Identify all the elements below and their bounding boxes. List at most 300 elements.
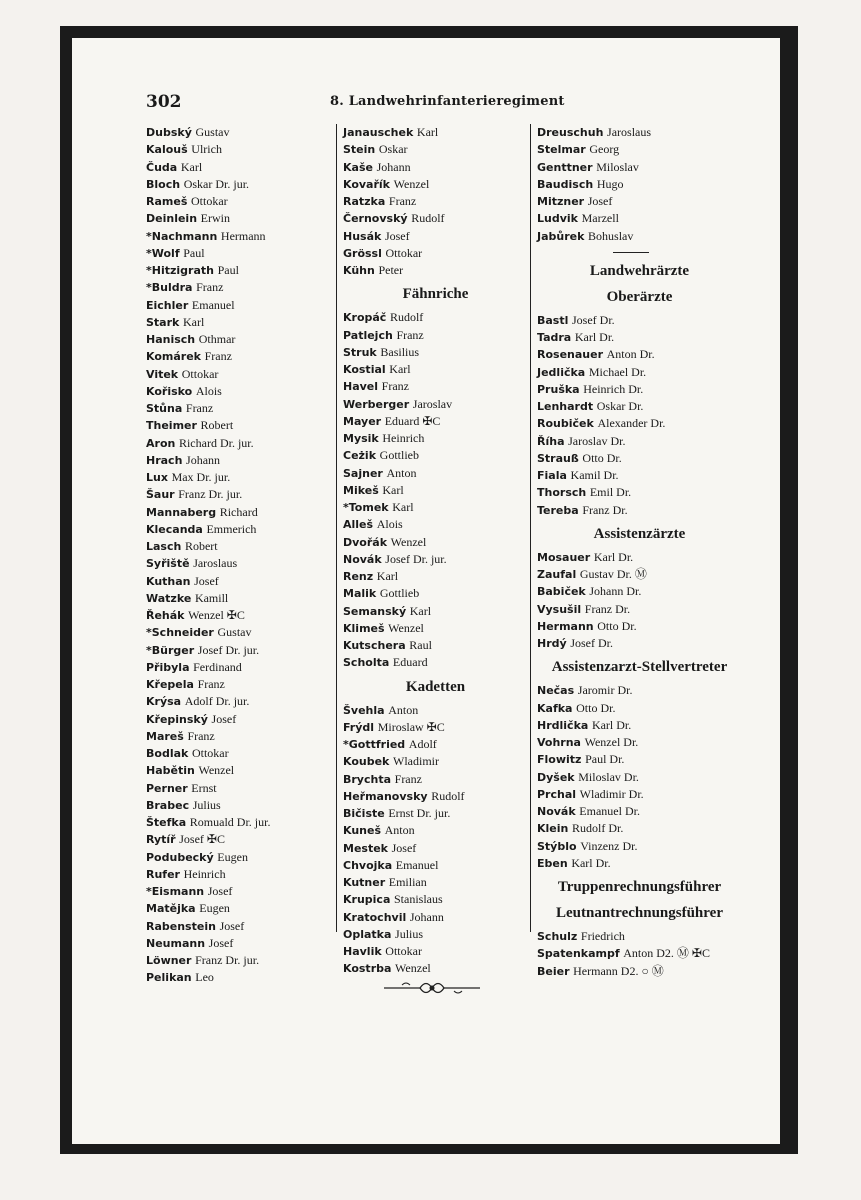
list-item xyxy=(146,676,331,693)
surname: Kafka xyxy=(537,701,573,715)
list-item xyxy=(343,943,528,960)
surname: Tadra xyxy=(537,331,572,344)
given-name: Karl xyxy=(382,482,404,497)
surname: Lux xyxy=(146,471,168,484)
given-name: Anton xyxy=(388,702,419,717)
given-name: Karl xyxy=(180,159,203,174)
list-item xyxy=(537,364,742,381)
surname: Flowitz xyxy=(537,753,582,767)
list-item xyxy=(537,210,742,227)
given-name: Franz xyxy=(394,771,422,786)
surname: Krýsa xyxy=(146,695,182,709)
given-name: Gustav xyxy=(195,125,230,139)
surname: Hrach xyxy=(146,453,183,467)
surname: Komárek xyxy=(146,350,201,364)
surname: Vitek xyxy=(146,367,179,381)
given-name: Oskar xyxy=(378,142,408,157)
list-item xyxy=(146,159,331,176)
list-item xyxy=(146,849,331,866)
surname: Havel xyxy=(343,380,379,394)
surname: *Tomek xyxy=(343,501,389,514)
list-item xyxy=(343,344,528,361)
list-item xyxy=(537,820,742,837)
surname: Mosauer xyxy=(537,550,591,564)
given-name: Eugen xyxy=(199,901,230,916)
surname: Lenhardt xyxy=(537,400,594,413)
surname: Kratochvil xyxy=(343,910,407,924)
given-name: Alois xyxy=(376,517,403,532)
surname: Prchal xyxy=(537,787,577,801)
column-divider-1 xyxy=(336,124,337,932)
list-item xyxy=(343,620,528,637)
given-name: Kamil Dr. xyxy=(570,468,619,482)
given-name: Paul xyxy=(183,245,205,260)
surname: Šaur xyxy=(146,488,175,502)
column-2 xyxy=(343,124,528,978)
given-name: Karl Dr. xyxy=(591,717,632,732)
list-item xyxy=(343,516,528,533)
list-item xyxy=(537,329,742,346)
list-item xyxy=(343,771,528,788)
surname: Bastl xyxy=(537,313,569,327)
given-name: Josef xyxy=(194,573,219,588)
list-item xyxy=(537,141,742,158)
list-item xyxy=(146,624,331,641)
list-item xyxy=(146,814,331,831)
surname: Havlik xyxy=(343,945,382,958)
surname: Hrdý xyxy=(537,637,567,650)
surname: *Wolf xyxy=(146,246,180,260)
list-item xyxy=(146,141,331,158)
given-name: Emanuel Dr. xyxy=(579,804,640,818)
list-item xyxy=(146,935,331,952)
given-name: Wenzel xyxy=(390,534,427,549)
list-item xyxy=(146,348,331,365)
given-name: Eduard xyxy=(392,655,428,670)
list-item xyxy=(146,642,331,659)
surname: Fiala xyxy=(537,469,567,482)
surname: Krupica xyxy=(343,893,391,907)
list-item xyxy=(537,583,742,600)
list-item xyxy=(537,945,742,962)
given-name: Wenzel xyxy=(395,961,431,976)
surname: Thorsch xyxy=(537,486,587,500)
list-item xyxy=(537,717,742,734)
given-name: Franz xyxy=(187,728,215,743)
surname: Kořisko xyxy=(146,384,193,398)
list-item xyxy=(146,297,331,314)
heading-fahnriche: Fähnriche xyxy=(402,286,469,303)
list-item xyxy=(146,659,331,676)
given-name: Othmar xyxy=(198,332,236,346)
given-name: Richard xyxy=(219,504,258,519)
surname: Mareš xyxy=(146,729,184,743)
surname: Semanský xyxy=(343,604,407,618)
given-name: Jaroslav Dr. xyxy=(568,433,626,448)
surname: Perner xyxy=(146,781,188,795)
given-name: Wenzel xyxy=(198,763,235,778)
given-name: Marzell xyxy=(581,211,619,226)
surname: Babiček xyxy=(537,585,586,599)
list-item xyxy=(343,430,528,447)
surname: Rosenauer xyxy=(537,348,604,362)
given-name: Paul Dr. xyxy=(585,752,625,767)
list-item xyxy=(146,314,331,331)
surname: Kalouš xyxy=(146,143,188,157)
surname: Scholta xyxy=(343,656,390,670)
surname: Štefka xyxy=(146,816,187,829)
heading-stellvertreter: Assistenzarzt-Stellvertreter xyxy=(551,659,728,676)
given-name: Jaroslaus xyxy=(607,125,652,139)
surname: Podubecký xyxy=(146,850,214,864)
list-item xyxy=(537,433,742,450)
given-name: Anton D2. Ⓜ ✠C xyxy=(623,946,710,961)
list-item xyxy=(537,928,742,945)
surname: Kaše xyxy=(343,160,373,174)
surname: Lasch xyxy=(146,540,182,553)
list-item xyxy=(146,245,331,262)
given-name: Rudolf xyxy=(389,310,424,325)
list-item xyxy=(146,331,331,348)
surname: Stýblo xyxy=(537,839,577,853)
given-name: Peter xyxy=(378,263,404,277)
surname: Struk xyxy=(343,345,377,359)
surname: Čuda xyxy=(146,160,178,174)
list-item xyxy=(343,891,528,908)
given-name: Rudolf xyxy=(431,788,465,803)
list-item xyxy=(343,909,528,926)
list-item xyxy=(343,447,528,464)
assistenzarzte-list xyxy=(537,549,742,653)
given-name: Hermann xyxy=(220,228,266,243)
given-name: Heinrich xyxy=(183,866,226,881)
list-item xyxy=(146,383,331,400)
surname: Mestek xyxy=(343,841,388,855)
list-item xyxy=(146,469,331,486)
given-name: Ottokar xyxy=(191,194,228,208)
surname: Roubiček xyxy=(537,417,594,431)
list-item xyxy=(343,702,528,719)
surname: Mitzner xyxy=(537,195,585,208)
list-item xyxy=(146,124,331,141)
given-name: Heinrich xyxy=(382,431,425,445)
surname: Zaufal xyxy=(537,568,577,581)
surname: Dyšek xyxy=(537,770,575,784)
given-name: Romuald Dr. jur. xyxy=(189,815,271,829)
surname: Theimer xyxy=(146,419,197,433)
surname: Malik xyxy=(343,587,377,601)
stellvertreter-list xyxy=(537,682,742,872)
list-item xyxy=(537,618,742,635)
given-name: Anton Dr. xyxy=(606,347,655,362)
given-name: Adolf Dr. jur. xyxy=(184,694,250,709)
surname: *Buldra xyxy=(146,281,193,295)
surname: Pelikan xyxy=(146,971,192,985)
given-name: Jaromir Dr. xyxy=(577,683,633,698)
surname: Ludvik xyxy=(537,212,578,226)
surname: Říha xyxy=(537,434,565,448)
surname: Novák xyxy=(343,552,382,566)
given-name: Miloslav xyxy=(596,159,639,174)
heading-assistenzarzte: Assistenzärzte xyxy=(593,525,686,542)
surname: Křepela xyxy=(146,678,194,691)
surname: Hrdlička xyxy=(537,718,589,732)
surname: Löwner xyxy=(146,954,192,967)
list-item xyxy=(146,918,331,935)
list-item xyxy=(343,413,528,430)
given-name: Franz xyxy=(196,280,224,295)
surname: Hanisch xyxy=(146,333,196,346)
list-item xyxy=(343,568,528,585)
list-item xyxy=(537,193,742,210)
fahnriche-list xyxy=(343,309,528,671)
list-item xyxy=(537,346,742,363)
list-item xyxy=(146,728,331,745)
oberarzte-list xyxy=(537,312,742,519)
list-item xyxy=(343,840,528,857)
given-name: Franz xyxy=(396,327,424,342)
given-name: Karl Dr. xyxy=(593,549,634,564)
surname: Aron xyxy=(146,436,176,450)
given-name: Johann xyxy=(409,909,444,924)
given-name: Josef Dr. jur. xyxy=(385,551,447,566)
surname: Alleš xyxy=(343,518,374,532)
list-item xyxy=(343,124,528,141)
surname: Stark xyxy=(146,315,180,329)
list-item xyxy=(343,637,528,654)
list-item xyxy=(146,607,331,624)
surname: Syřiště xyxy=(146,557,190,571)
surname: Matějka xyxy=(146,902,196,916)
surname: Mannaberg xyxy=(146,505,217,519)
given-name: Paul xyxy=(217,263,239,277)
list-item xyxy=(537,601,742,618)
given-name: Otto Dr. xyxy=(576,700,616,715)
list-item xyxy=(146,435,331,452)
given-name: Franz xyxy=(388,194,417,208)
given-name: Emanuel xyxy=(395,857,439,872)
list-item xyxy=(146,228,331,245)
list-item xyxy=(343,361,528,378)
surname: Jedlička xyxy=(537,365,586,379)
surname: Watzke xyxy=(146,591,192,605)
heading-leutnantrechnungsfuhrer: Leutnantrechnungsführer xyxy=(556,905,723,921)
surname: Kühn xyxy=(343,264,375,277)
surname: Janauschek xyxy=(343,126,414,139)
surname: Habětin xyxy=(146,764,195,778)
surname: Renz xyxy=(343,570,374,583)
running-title: 8. Landwehrinfanterieregiment xyxy=(330,94,565,109)
kadetten-list xyxy=(343,702,528,978)
surname: Strauß xyxy=(537,451,579,465)
surname: Kovařík xyxy=(343,177,390,191)
list-item xyxy=(343,499,528,516)
surname: Řehák xyxy=(146,609,185,622)
given-name: Franz xyxy=(381,379,409,394)
list-item xyxy=(343,534,528,551)
list-item xyxy=(343,141,528,158)
given-name: Heinrich Dr. xyxy=(583,381,644,396)
given-name: Bohuslav xyxy=(588,228,634,243)
given-name: Stanislaus xyxy=(394,892,443,907)
surname: *Eismann xyxy=(146,885,205,898)
given-name: Wenzel ✠C xyxy=(188,608,245,622)
given-name: Karl xyxy=(182,314,205,329)
list-item xyxy=(537,855,742,872)
list-item xyxy=(343,262,528,279)
given-name: Oskar Dr. jur. xyxy=(183,176,250,191)
surname: Kutner xyxy=(343,876,386,889)
list-item xyxy=(537,566,742,583)
list-item xyxy=(343,874,528,891)
given-name: Vinzenz Dr. xyxy=(580,838,638,853)
given-name: Gustav xyxy=(217,625,252,640)
given-name: Johann Dr. xyxy=(589,584,642,599)
given-name: Otto Dr. xyxy=(597,618,637,633)
list-item xyxy=(537,450,742,467)
surname: Genttner xyxy=(537,160,593,174)
surname: Bodlak xyxy=(146,747,189,760)
given-name: Josef xyxy=(211,711,237,726)
given-name: Anton xyxy=(384,823,415,838)
given-name: Emmerich xyxy=(206,521,257,536)
given-name: Richard Dr. jur. xyxy=(178,435,254,450)
list-item xyxy=(146,504,331,521)
given-name: Karl xyxy=(376,569,399,583)
surname: Sajner xyxy=(343,466,383,480)
surname: Chvojka xyxy=(343,858,393,872)
given-name: Franz Dr. xyxy=(582,502,628,517)
surname: Křepinský xyxy=(146,712,208,726)
surname: Dubský xyxy=(146,126,192,139)
given-name: Adolf xyxy=(408,737,437,751)
given-name: Eduard ✠C xyxy=(384,413,441,428)
list-item xyxy=(343,719,528,736)
given-name: Josef Dr. jur. xyxy=(197,642,260,657)
surname: Kropáč xyxy=(343,311,387,325)
given-name: Otto Dr. xyxy=(582,450,622,465)
surname: Vohrna xyxy=(537,736,581,749)
list-item xyxy=(537,415,742,432)
given-name: Josef xyxy=(219,918,245,933)
surname: Rabenstein xyxy=(146,919,216,933)
given-name: Josef xyxy=(207,884,233,898)
list-item xyxy=(146,400,331,417)
given-name: Josef Dr. xyxy=(570,636,613,650)
surname: Baudisch xyxy=(537,177,594,191)
surname: *Hitzigrath xyxy=(146,264,214,277)
given-name: Wladimir xyxy=(393,754,439,769)
given-name: Gustav Dr. Ⓜ xyxy=(579,567,647,581)
given-name: Ferdinand xyxy=(193,659,242,674)
surname: Eichler xyxy=(146,298,189,312)
surname: Klimeš xyxy=(343,621,385,635)
given-name: Ottokar xyxy=(385,245,423,260)
given-name: Julius xyxy=(192,797,221,812)
surname: Pruška xyxy=(537,382,580,396)
given-name: Anton xyxy=(386,465,417,480)
column-1 xyxy=(146,124,331,987)
surname: *Nachmann xyxy=(146,229,218,243)
list-item xyxy=(537,769,742,786)
officer-list-continued xyxy=(537,124,742,245)
surname: Spatenkampf xyxy=(537,947,620,961)
list-item xyxy=(146,590,331,607)
list-item xyxy=(146,831,331,848)
surname: Patlejch xyxy=(343,328,393,342)
list-item xyxy=(343,378,528,395)
list-item xyxy=(146,279,331,296)
given-name: Franz Dr. xyxy=(584,601,631,616)
given-name: Karl xyxy=(416,125,439,139)
surname: Werberger xyxy=(343,397,410,411)
surname: Dvořák xyxy=(343,535,388,549)
given-name: Josef xyxy=(587,194,613,208)
list-item xyxy=(343,210,528,227)
surname: Klecanda xyxy=(146,522,203,536)
given-name: Emanuel xyxy=(191,297,235,312)
given-name: Karl Dr. xyxy=(571,855,611,870)
surname: Vysušil xyxy=(537,602,582,616)
list-item xyxy=(343,736,528,753)
given-name: Franz Dr. jur. xyxy=(195,953,260,967)
list-item xyxy=(146,866,331,883)
list-item xyxy=(537,549,742,566)
given-name: Ottokar xyxy=(385,944,422,958)
given-name: Raul xyxy=(409,638,432,652)
given-name: Gottlieb xyxy=(379,448,419,463)
list-item xyxy=(343,753,528,770)
given-name: Ulrich xyxy=(191,142,222,157)
surname: Mikeš xyxy=(343,483,379,497)
surname: Kostial xyxy=(343,363,386,376)
given-name: Eugen xyxy=(217,849,248,864)
list-item xyxy=(146,486,331,503)
given-name: Michael Dr. xyxy=(588,364,647,379)
list-item xyxy=(146,762,331,779)
list-item xyxy=(537,159,742,176)
list-item xyxy=(146,780,331,797)
surname: Eben xyxy=(537,856,568,870)
given-name: Josef xyxy=(384,228,410,243)
given-name: Basilius xyxy=(380,344,420,359)
list-item xyxy=(146,693,331,710)
list-item xyxy=(537,838,742,855)
surname: Přibyla xyxy=(146,660,190,674)
given-name: Alexander Dr. xyxy=(597,416,666,431)
given-name: Kamill xyxy=(194,590,229,605)
list-item xyxy=(146,745,331,762)
surname: Rytíř xyxy=(146,833,176,847)
given-name: Wenzel Dr. xyxy=(584,735,639,749)
surname: Oplatka xyxy=(343,927,392,941)
list-item xyxy=(537,228,742,245)
list-item xyxy=(343,482,528,499)
list-item xyxy=(343,960,528,977)
surname: Bičiste xyxy=(343,807,385,820)
given-name: Josef xyxy=(208,935,234,950)
list-item xyxy=(146,883,331,900)
officer-list xyxy=(343,124,528,279)
list-item xyxy=(343,465,528,482)
surname: Novák xyxy=(537,805,576,818)
surname: Rameš xyxy=(146,195,188,208)
surname: Černovský xyxy=(343,212,408,226)
given-name: Leo xyxy=(195,970,214,985)
list-item xyxy=(537,963,742,980)
list-item xyxy=(146,538,331,555)
list-item xyxy=(537,124,742,141)
